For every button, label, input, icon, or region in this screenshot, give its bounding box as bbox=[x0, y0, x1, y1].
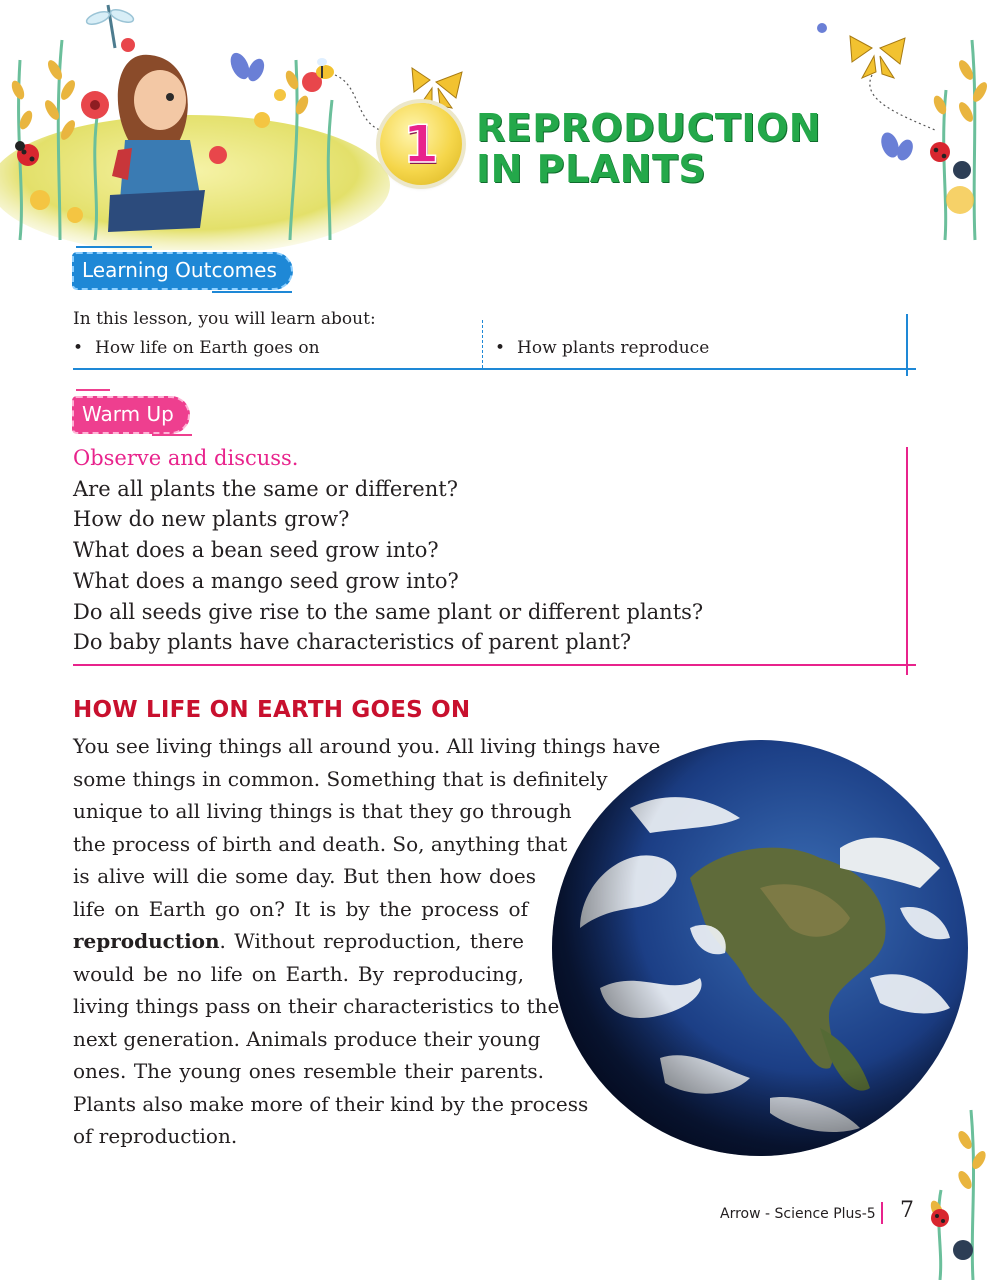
outcomes-label-line-bottom bbox=[212, 291, 292, 293]
chapter-number: 1 bbox=[402, 115, 440, 175]
reproduction-term: reproduction bbox=[73, 929, 220, 953]
warm-up-label: Warm Up bbox=[72, 396, 190, 434]
body-text-line: You see living things all around you. All living things have bbox=[73, 734, 661, 758]
body-text-line bbox=[73, 925, 524, 958]
outcomes-right-rule bbox=[906, 314, 908, 376]
outcome-item bbox=[495, 335, 709, 362]
warm-up-question: Are all plants the same or different? bbox=[73, 476, 458, 501]
warmup-label-line-top bbox=[76, 389, 110, 391]
warm-up-question: Do all seeds give rise to the same plant or different plants? bbox=[73, 599, 704, 624]
warm-up-question: How do new plants grow? bbox=[73, 507, 350, 532]
right-moth-icon bbox=[850, 36, 905, 78]
warm-up-question: What does a bean seed grow into? bbox=[73, 538, 439, 563]
section-body bbox=[73, 730, 661, 1153]
body-text-line: unique to all living things is that they go through bbox=[73, 799, 572, 823]
learning-outcomes-label: Learning Outcomes bbox=[72, 252, 293, 290]
body-text-line: is alive will die some day. But then how does bbox=[73, 864, 536, 888]
footer-book-title: Arrow - Science Plus-5 bbox=[720, 1206, 876, 1222]
warm-up-instruction: Observe and discuss. bbox=[73, 446, 299, 470]
page-number: 7 bbox=[900, 1198, 914, 1223]
body-text-line: life on Earth go on? It is by the process of bbox=[73, 896, 528, 921]
right-blue-butterfly-icon bbox=[878, 130, 916, 163]
footer-divider bbox=[881, 1202, 883, 1224]
footer-plant-decoration-icon bbox=[915, 1100, 989, 1280]
body-text-line: the process of birth and death. So, anything that bbox=[73, 831, 568, 856]
outcomes-divider bbox=[482, 320, 483, 368]
body-text-line: some things in common. Something that is definitely bbox=[73, 766, 608, 791]
outcomes-label-line-top bbox=[76, 246, 152, 248]
moth-icon bbox=[412, 68, 462, 108]
body-text-line: next generation. Animals produce their young bbox=[73, 1026, 541, 1051]
body-text-fragment: . Without reproduction, there bbox=[219, 929, 524, 953]
blue-butterfly-icon bbox=[227, 50, 268, 84]
warm-up-question: Do baby plants have characteristics of parent plant? bbox=[73, 630, 632, 655]
body-text-line: of reproduction. bbox=[73, 1124, 238, 1148]
outcome-item-text: How life on Earth goes on bbox=[95, 338, 320, 358]
body-text-line: would be no life on Earth. By reproducing, bbox=[73, 961, 524, 986]
outcomes-bottom-rule bbox=[73, 368, 916, 370]
warmup-label-line-bottom bbox=[152, 434, 192, 436]
warm-up-question: What does a mango seed grow into? bbox=[73, 568, 459, 593]
chapter-title bbox=[476, 108, 821, 190]
bee-icon bbox=[316, 58, 334, 79]
warm-up-content bbox=[73, 443, 893, 658]
outcomes-intro: In this lesson, you will learn about: bbox=[73, 309, 376, 329]
small-bug-icon bbox=[817, 23, 827, 33]
right-ladybug-icon bbox=[930, 142, 950, 162]
body-text-line: ones. The young ones resemble their parents. bbox=[73, 1059, 544, 1083]
body-text-line: living things pass on their characteristics to the bbox=[73, 994, 560, 1018]
chapter-title-line1: REPRODUCTION bbox=[476, 106, 822, 150]
warmup-right-rule bbox=[906, 447, 908, 675]
outcome-item-text: How plants reproduce bbox=[517, 338, 710, 358]
outcome-item bbox=[73, 335, 320, 362]
body-text-line: Plants also make more of their kind by the process bbox=[73, 1091, 589, 1116]
chapter-title-line2: IN PLANTS bbox=[476, 147, 707, 191]
section-heading: HOW LIFE ON EARTH GOES ON bbox=[73, 697, 471, 723]
warmup-bottom-rule bbox=[73, 664, 916, 666]
chapter-badge bbox=[380, 103, 462, 185]
